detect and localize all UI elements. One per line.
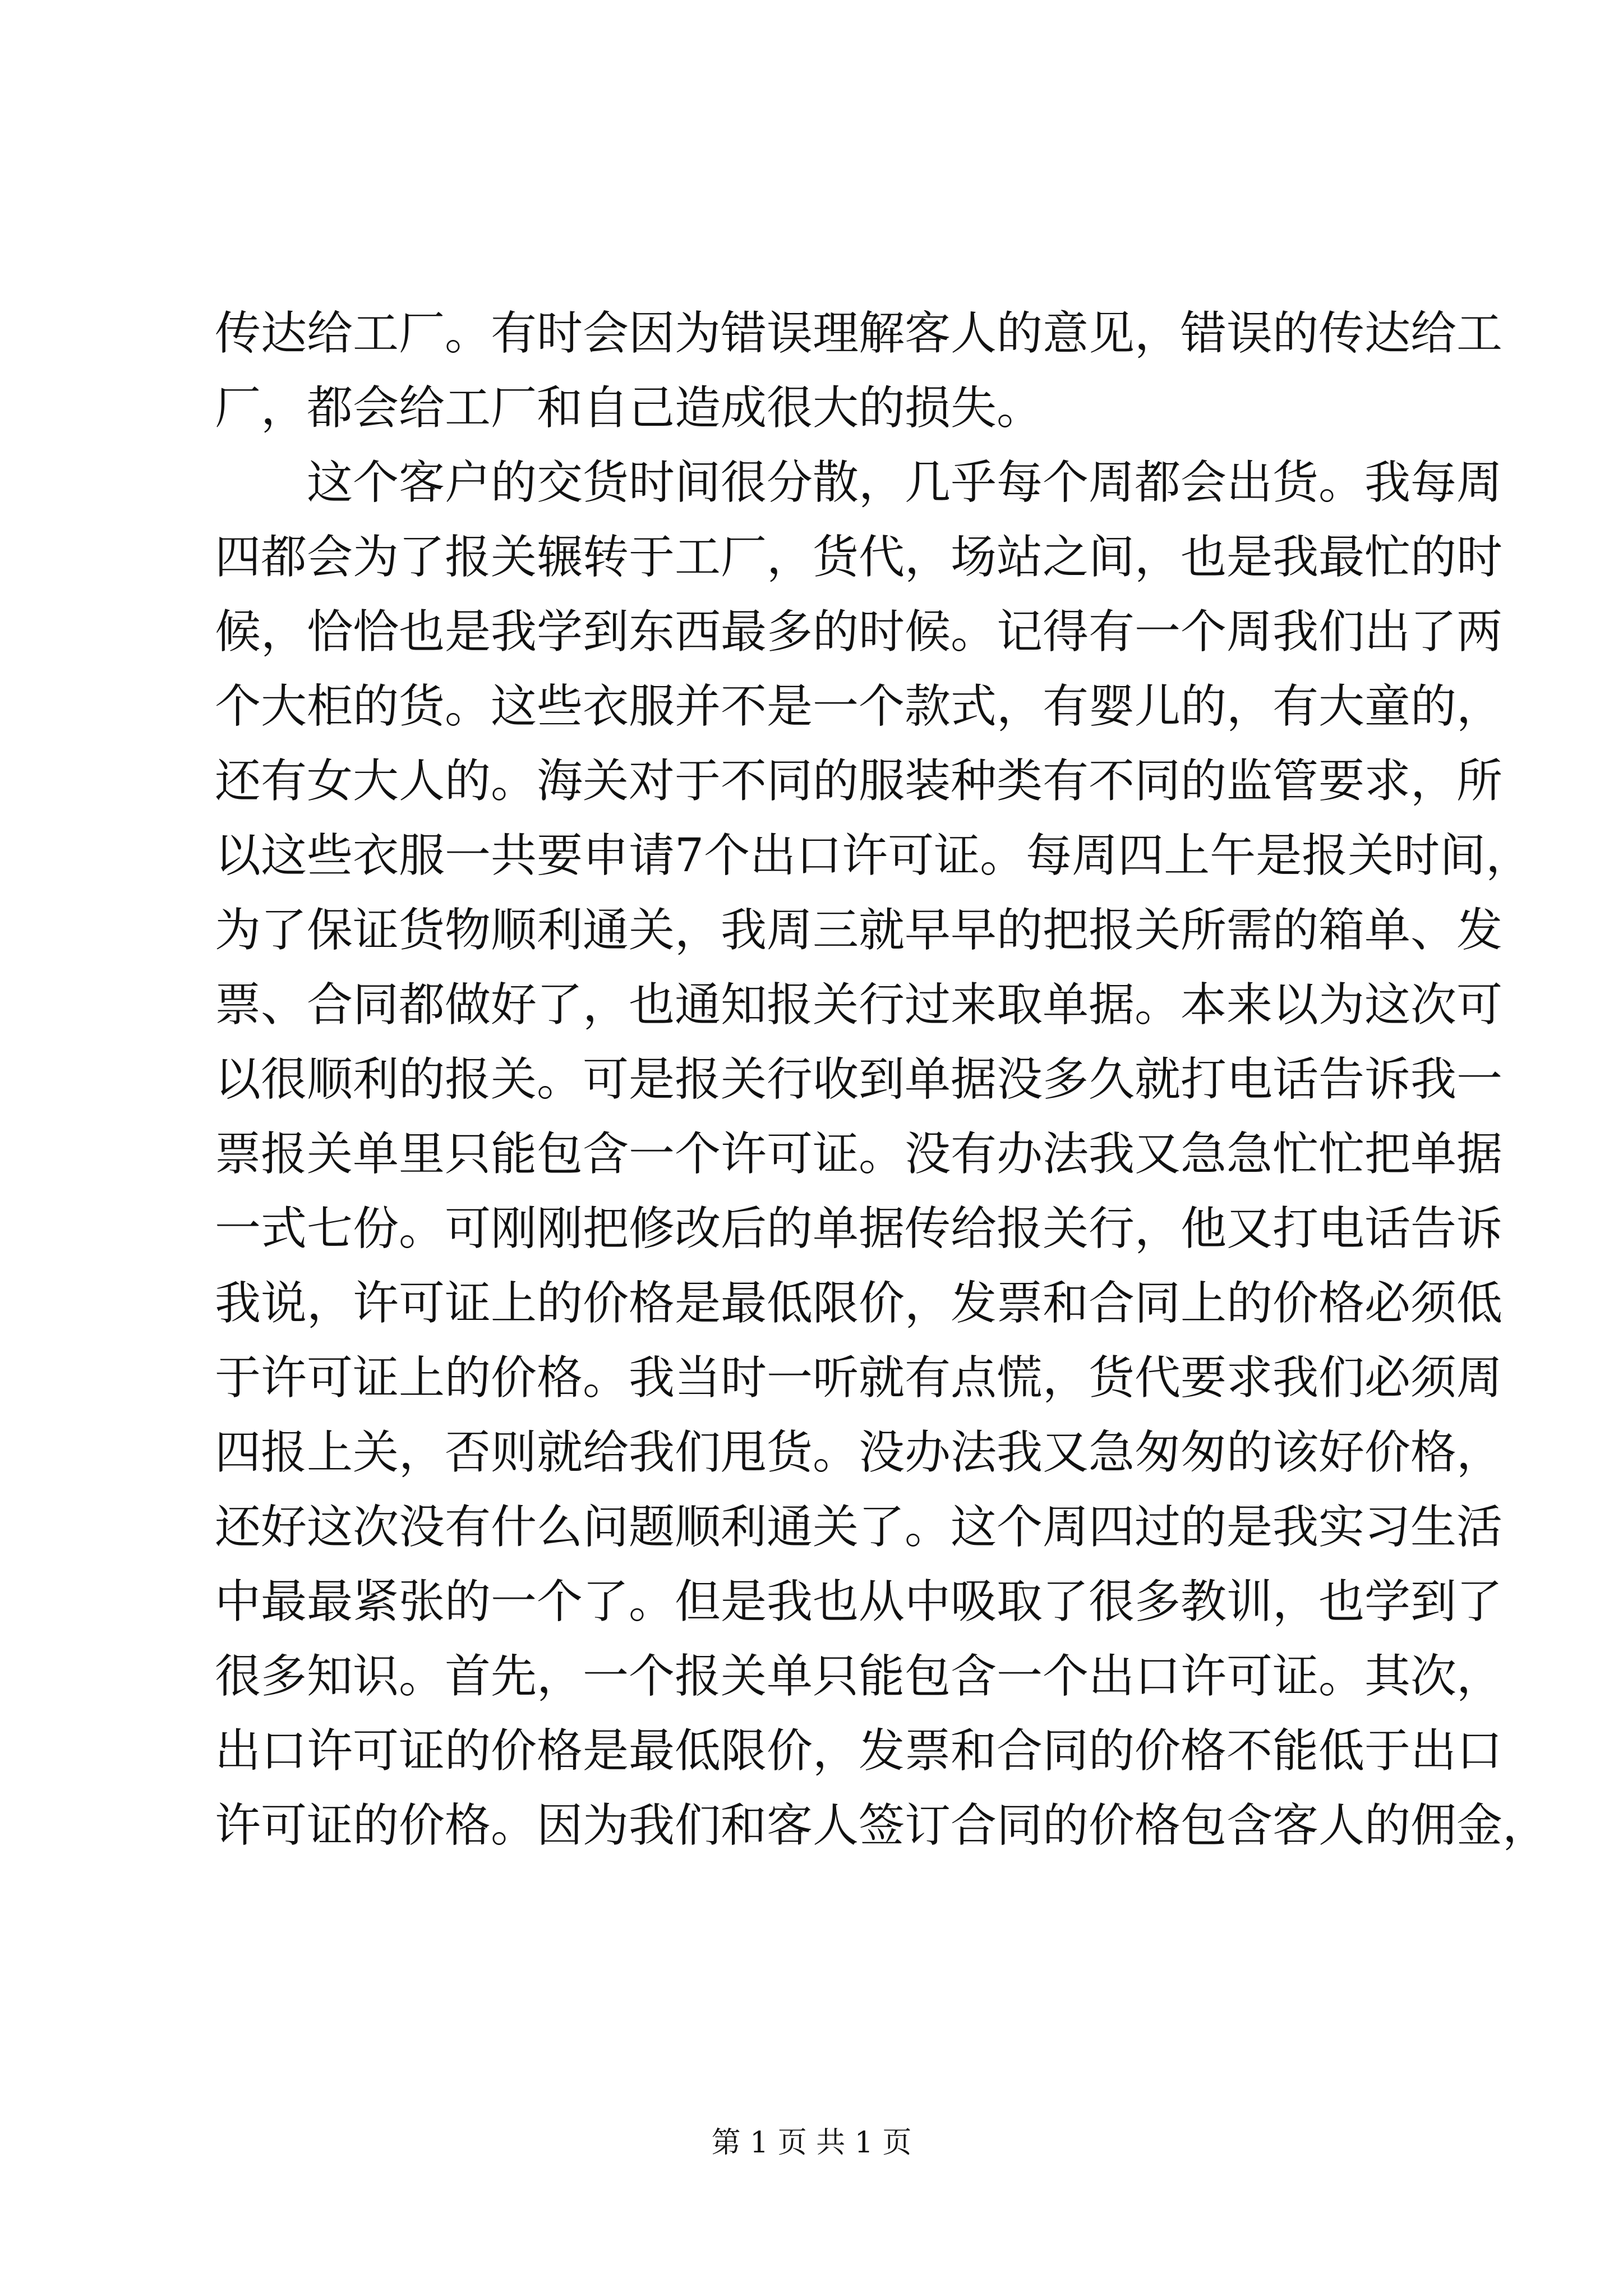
text-line: 候，恰恰也是我学到东西最多的时候。记得有一个周我们出了两 — [215, 605, 1503, 659]
text-line: 票、合同都做好了，也通知报关行过来取单据。本来以为这次可 — [215, 978, 1503, 1032]
text-line: 我说，许可证上的价格是最低限价，发票和合同上的价格必须低 — [215, 1277, 1503, 1330]
text-line: 还好这次没有什么问题顺利通关了。这个周四过的是我实习生活 — [215, 1501, 1503, 1554]
text-line: 以很顺利的报关。可是报关行收到单据没多久就打电话告诉我一 — [215, 1053, 1503, 1106]
page-footer — [0, 2123, 1623, 2162]
text-line: 厂，都会给工厂和自己造成很大的损失。 — [215, 381, 1043, 435]
text-line: 票报关单里只能包含一个许可证。没有办法我又急急忙忙把单据 — [215, 1128, 1503, 1181]
text-line: 传达给工厂。有时会因为错误理解客人的意见，错误的传达给工 — [215, 307, 1503, 360]
text-line: 出口许可证的价格是最低限价，发票和合同的价格不能低于出口 — [215, 1724, 1503, 1778]
text-line: 四都会为了报关辗转于工厂，货代，场站之间，也是我最忙的时 — [215, 531, 1503, 584]
text-line: 这个客户的交货时间很分散，几乎每个周都会出货。我每周 — [307, 456, 1503, 509]
text-line: 个大柜的货。这些衣服并不是一个款式，有婴儿的，有大童的， — [215, 680, 1503, 733]
text-line: 以这些衣服一共要申请7个出口许可证。每周四上午是报关时间， — [215, 829, 1532, 882]
text-line: 还有女大人的。海关对于不同的服装种类有不同的监管要求，所 — [215, 754, 1503, 808]
body-text — [215, 296, 1549, 1863]
text-line: 中最最紧张的一个了。但是我也从中吸取了很多教训，也学到了 — [215, 1575, 1503, 1628]
text-line: 许可证的价格。因为我们和客人签订合同的价格包含客人的佣金， — [215, 1799, 1549, 1852]
text-line: 很多知识。首先，一个报关单只能包含一个出口许可证。其次， — [215, 1650, 1503, 1703]
text-line: 于许可证上的价格。我当时一听就有点慌，货代要求我们必须周 — [215, 1351, 1503, 1405]
text-line: 为了保证货物顺利通关，我周三就早早的把报关所需的箱单、发 — [215, 904, 1503, 957]
page-number-label: 第 1 页 共 1 页 — [711, 2126, 912, 2160]
text-line: 一式七份。可刚刚把修改后的单据传给报关行，他又打电话告诉 — [215, 1202, 1503, 1255]
text-line: 四报上关，否则就给我们甩货。没办法我又急匆匆的该好价格， — [215, 1426, 1503, 1479]
